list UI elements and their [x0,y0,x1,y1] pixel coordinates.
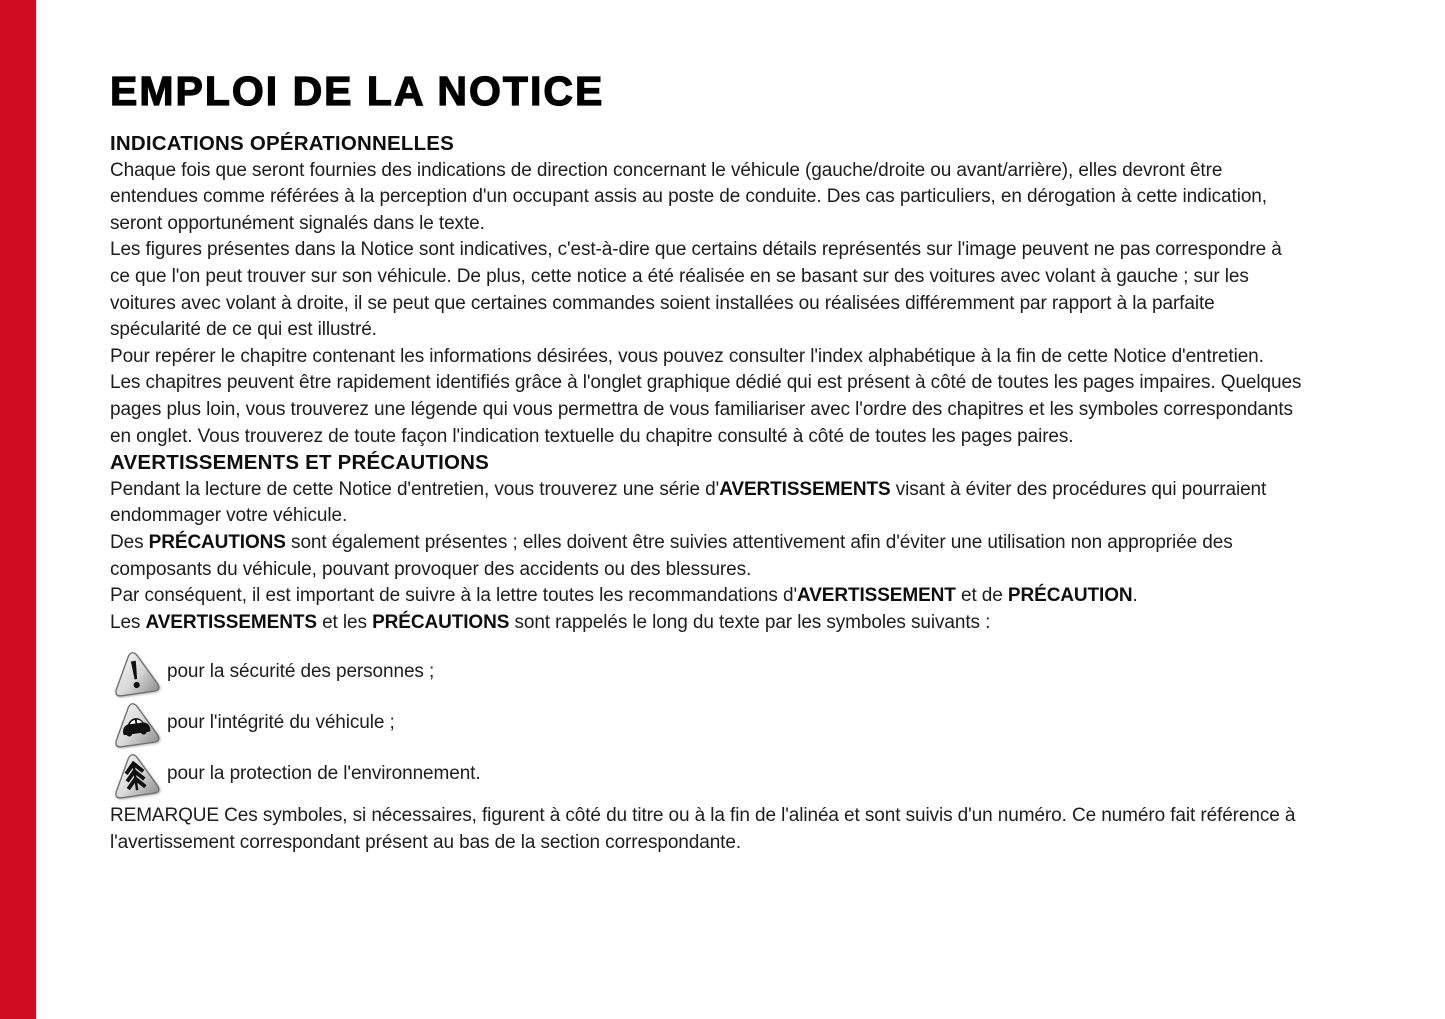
text-run: Des [110,531,149,553]
symbol-caption: pour la protection de l'environnement. [167,763,481,785]
text-run: sont rappelés le long du texte par les symboles suivants : [509,611,991,633]
paragraph-index: Pour repérer le chapitre contenant les informations désirées, vous pouvez consulter l'index alphabétique à la fin de cette Notice d'entretien. [110,345,1264,367]
person-safety-warning-triangle-icon [110,648,160,698]
bold-keyword: PRÉCAUTION [1007,585,1133,607]
text-run: . [1132,585,1138,607]
heading-operational-indications: INDICATIONS OPÉRATIONNELLES [110,132,455,155]
paragraph-figures: Les figures présentes dans la Notice sont indicatives, c'est-à-dire que certains détails représentés sur l'image peuvent ne pas correspondre à ce que l'on peut trouver sur son véhicule. De plus, cette notice a été réalisée en se basant sur des voitures avec volant à gauche ; sur les voitures avec volant à droite, il se peut que certaines commandes soient installées ou réalisées différemment par rapport à la parfaite spécularité de ce qui est illustré. [110,239,1282,341]
text-run: et de [955,585,1008,607]
paragraph-directions: Chaque fois que seront fournies des indications de direction concernant le véhicule (gauche/droite ou avant/arrière), elles devront être entendues comme référées à la perception d'un occupant assis au poste de conduite. Des cas particuliers, en dérogation à cette indication, seront opportunément signalés dans le texte. [110,159,1267,234]
symbol-caption: pour l'intégrité du véhicule ; [167,712,395,734]
bold-keyword: AVERTISSEMENTS [145,611,317,633]
paragraph-recommendations [110,583,1306,610]
document-body [110,70,1306,856]
text-run: et les [316,611,373,633]
vehicle-integrity-warning-triangle-icon [110,699,160,749]
paragraph-precautions [110,530,1306,583]
paragraph-symbols-intro [110,610,1306,637]
text-run: sont également présentes ; elles doivent être suivies attentivement afin d'éviter une utilisation non appropriée des composants du véhicule, pouvant provoquer des accidents ou des blessures. [110,531,1233,580]
list-item [110,749,1306,800]
text-run: Les [110,611,146,633]
paragraph-chapters: Les chapitres peuvent être rapidement identifiés grâce à l'onglet graphique dédié qui est présent à côté de toutes les pages impaires. Quelques pages plus loin, vous trouverez une légende qui vous permettra de vous familiariser avec l'ordre des chapitres et les symboles correspondants en onglet. Vous trouverez de toute façon l'indication textuelle du chapitre consulté à côté de toutes les pages paires. [110,372,1302,447]
bold-keyword: PRÉCAUTIONS [372,611,510,633]
text-run: Par conséquent, il est important de suivre à la lettre toutes les recommandations d' [110,585,797,607]
list-item [110,698,1306,749]
warning-symbols-list [110,647,1306,800]
environment-protection-warning-triangle-icon [110,750,160,800]
bold-keyword: PRÉCAUTIONS [148,531,286,553]
symbol-caption: pour la sécurité des personnes ; [167,661,435,683]
paragraph-avertissements [110,477,1306,530]
text-run: Pendant la lecture de cette Notice d'entretien, vous trouverez une série d' [110,478,720,500]
heading-warnings-precautions: AVERTISSEMENTS ET PRÉCAUTIONS [110,451,490,475]
paragraph-remark: REMARQUE Ces symboles, si nécessaires, figurent à côté du titre ou à la fin de l'alinéa et sont suivis d'un numéro. Ce numéro fait référence à l'avertissement correspondant présent au bas de la section correspondante. [110,805,1296,853]
bold-keyword: AVERTISSEMENTS [719,478,891,500]
text-run: visant à éviter des procédures qui pourraient endommager votre véhicule. [110,478,1267,527]
page-title: EMPLOI DE LA NOTICE [110,68,605,114]
list-item [110,647,1306,698]
page-edge-red-bar [0,0,36,1019]
bold-keyword: AVERTISSEMENT [796,585,956,607]
